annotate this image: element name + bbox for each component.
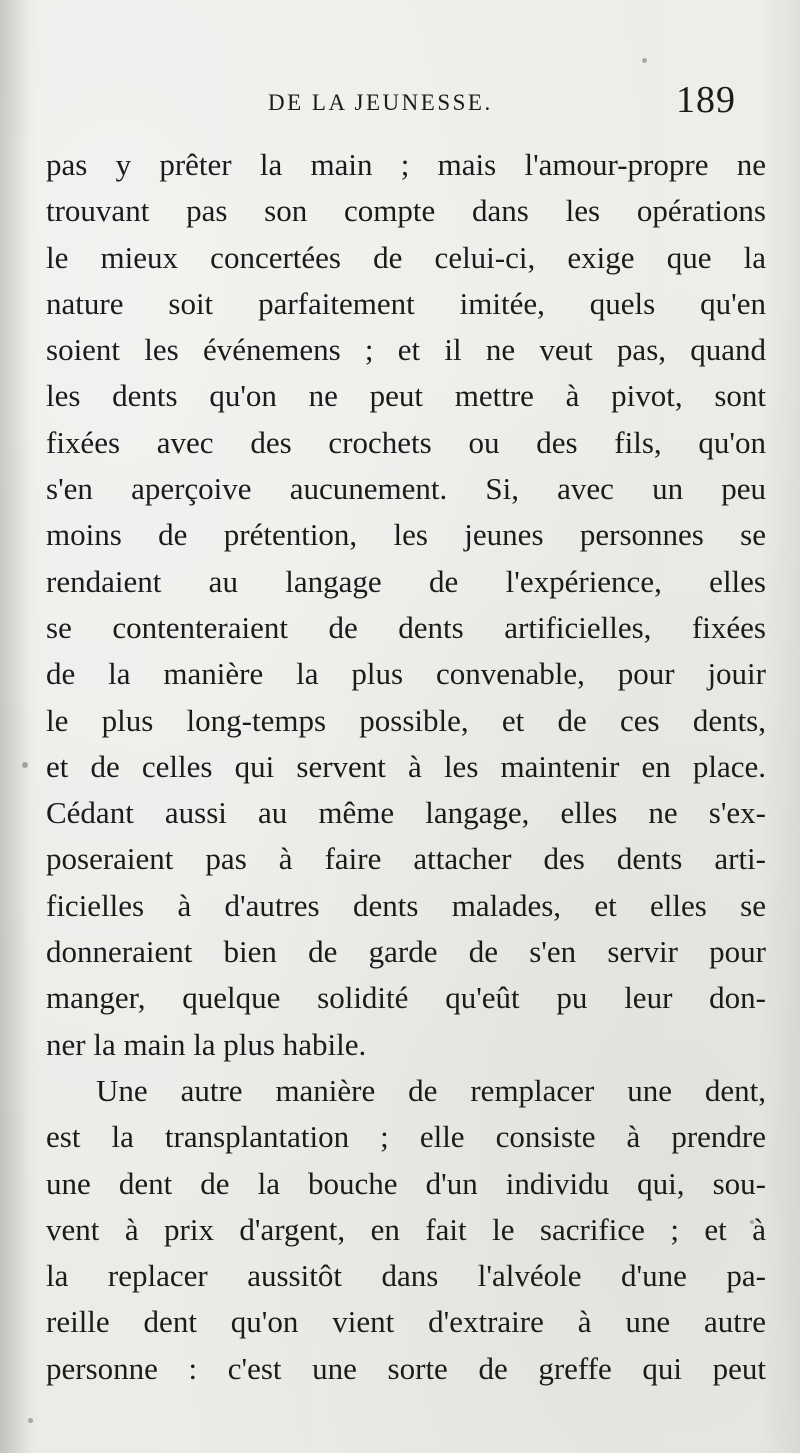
text-line: pas y prêter la main ; mais l'amour-propre ne	[46, 147, 766, 182]
text-line: est la transplantation ; elle consiste à prendre	[46, 1119, 766, 1155]
text-line: vent à prix d'argent, en fait le sacrifice ; et à	[46, 1211, 766, 1247]
text-line: et de celles qui servent à les maintenir en place.	[46, 748, 766, 784]
running-head	[0, 78, 800, 128]
text-line: de la manière la plus convenable, pour jouir	[46, 656, 766, 692]
text-line: une dent de la bouche d'un individu qui, sou-	[46, 1165, 766, 1201]
text-line: le mieux concertées de celui-ci, exige que la	[46, 239, 766, 275]
paper-speck	[750, 1220, 754, 1224]
paragraph-first-line: Une autre manière de remplacer une dent,	[96, 1072, 766, 1108]
paper-speck	[642, 58, 647, 63]
text-line: personne : c'est une sorte de greffe qui peut	[46, 1350, 766, 1386]
text-line: la replacer aussitôt dans l'alvéole d'une pa-	[46, 1258, 766, 1294]
page-number: 189	[676, 79, 736, 121]
paragraph-last-line: ner la main la plus habile.	[46, 1026, 367, 1062]
text-line: s'en aperçoive aucunement. Si, avec un peu	[46, 471, 766, 507]
text-line: trouvant pas son compte dans les opérations	[46, 193, 766, 229]
text-line: moins de prétention, les jeunes personnes se	[46, 517, 766, 553]
paper-speck	[28, 1418, 33, 1423]
text-line: reille dent qu'on vient d'extraire à une autre	[46, 1304, 766, 1340]
text-line: rendaient au langage de l'expérience, elles	[46, 563, 766, 599]
text-line: nature soit parfaitement imitée, quels qu'en	[46, 285, 766, 321]
text-line: soient les événemens ; et il ne veut pas, quand	[46, 332, 766, 368]
text-line: donneraient bien de garde de s'en servir pour	[46, 934, 766, 970]
text-line: le plus long-temps possible, et de ces dents,	[46, 702, 766, 738]
text-line: les dents qu'on ne peut mettre à pivot, sont	[46, 378, 766, 414]
paper-speck	[22, 762, 28, 768]
text-line: manger, quelque solidité qu'eût pu leur don-	[46, 980, 766, 1016]
text-line: ficielles à d'autres dents malades, et elles se	[46, 887, 766, 923]
text-line: se contenteraient de dents artificielles, fixées	[46, 609, 766, 645]
text-line: fixées avec des crochets ou des fils, qu'on	[46, 424, 766, 460]
text-line: poseraient pas à faire attacher des dents arti-	[46, 841, 766, 877]
page-gutter-shadow	[0, 0, 30, 1453]
running-title: DE LA JEUNESSE.	[268, 90, 493, 115]
body-text	[46, 142, 766, 1392]
text-line: Cédant aussi au même langage, elles ne s'ex-	[46, 795, 766, 831]
